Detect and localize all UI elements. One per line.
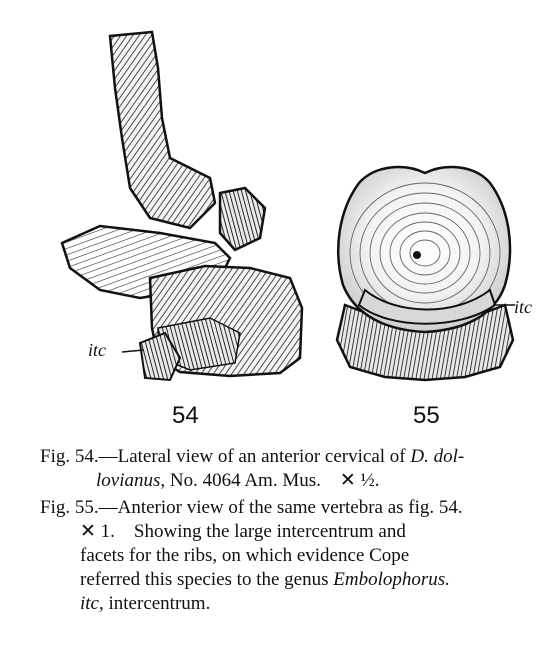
notochord-pit bbox=[413, 251, 421, 259]
zygapophysis bbox=[220, 188, 265, 250]
caption-fig54 bbox=[40, 445, 540, 493]
caption-fig55 bbox=[40, 496, 540, 616]
caption-fig54-line1: Fig. 54.—Lateral view of an anterior cervical of D. dol- bbox=[40, 446, 465, 467]
fig54-drawing bbox=[40, 28, 310, 388]
fig55-number: 55 bbox=[413, 402, 440, 429]
caption-fig55-line5: itc, intercentrum. bbox=[80, 593, 211, 614]
neural-spine bbox=[110, 32, 215, 228]
caption-fig55-line2: ✕ 1. Showing the large intercentrum and bbox=[80, 521, 406, 542]
caption-fig55-line1: Fig. 55.—Anterior view of the same vertebra as fig. 54. bbox=[40, 497, 463, 518]
caption-fig55-line3: facets for the ribs, on which evidence Cope bbox=[80, 545, 410, 566]
fig55-itc-label: itc bbox=[514, 297, 532, 317]
fig54-number: 54 bbox=[172, 402, 199, 429]
fig55-drawing bbox=[325, 155, 525, 395]
caption-fig55-line4: referred this species to the genus Embolophorus. bbox=[80, 569, 450, 590]
fig54-itc-label: itc bbox=[88, 340, 106, 360]
caption-fig54-line2: lovianus, No. 4064 Am. Mus. ✕ ½. bbox=[96, 470, 380, 491]
